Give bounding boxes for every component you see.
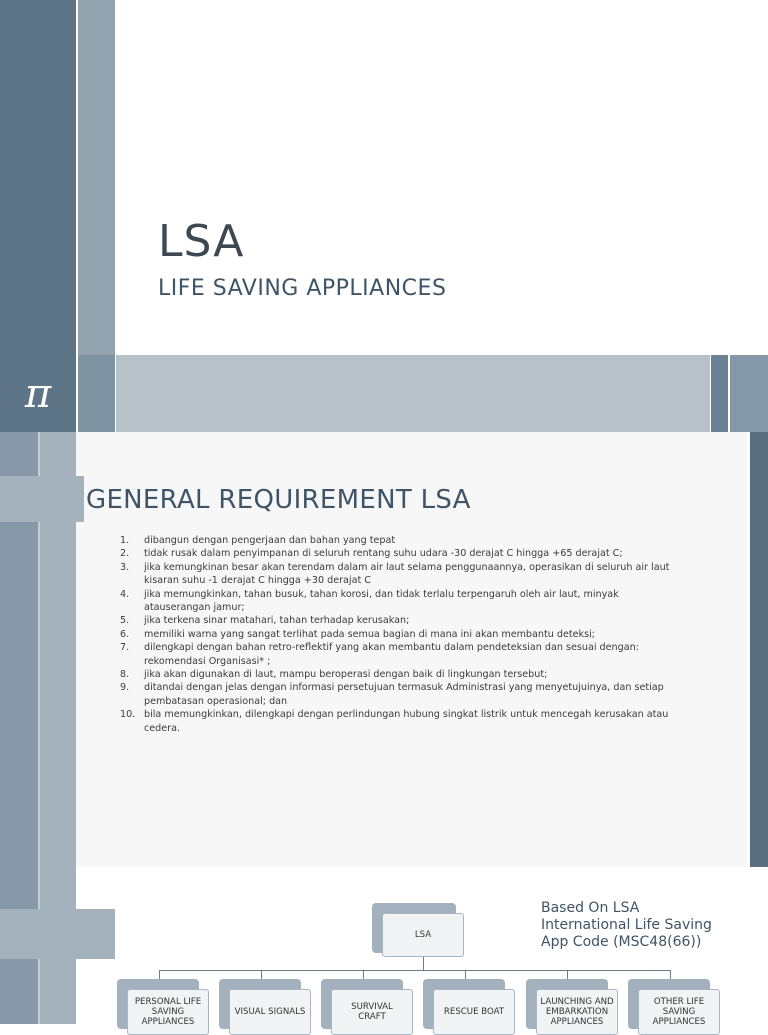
accent-strip-segment (711, 355, 728, 432)
list-item-text: memiliki warna yang sangat terlihat pada semua bagian di mana ini akan membantu deteksi; (144, 628, 595, 640)
accent-strip-main (116, 355, 710, 432)
list-item-number: 2. (120, 548, 130, 560)
title-slide-band-mid (78, 0, 115, 355)
list-item-text: dibangun dengan pengerjaan dan bahan yang tepat (144, 535, 396, 546)
list-item-text: tidak rusak dalam penyimpanan di seluruh rentang suhu udara -30 derajat C hingga +65 derajat C; (144, 548, 623, 560)
requirements-title: GENERAL REQUIREMENT LSA (86, 485, 471, 515)
child-node-launching-embarkation: LAUNCHING AND EMBARKATION APPLIANCES (536, 989, 618, 1035)
list-item (120, 614, 682, 627)
child-node-survival-craft: SURVIVAL CRAFT (331, 989, 413, 1035)
accent-strip-segment (78, 355, 115, 432)
list-item-number: 3. (120, 561, 130, 573)
list-item (120, 547, 682, 560)
title-slide-band-dark (0, 0, 76, 355)
pi-icon: π (24, 370, 52, 417)
list-item (120, 628, 682, 641)
list-item-text: dilengkapi dengan bahan retro-reflektif yang akan membantu dalam pendeteksian dan sesuai dengan: rekomendasi Organisasi* ; (144, 642, 639, 667)
list-item-number: 9. (120, 682, 130, 694)
accent-strip-segment (730, 355, 768, 432)
requirements-list (120, 534, 682, 735)
connector-line (670, 970, 671, 979)
root-node-lsa: LSA (382, 913, 464, 957)
requirements-title-bar (0, 476, 84, 522)
list-item (120, 641, 682, 668)
child-node-visual-signals: VISUAL SIGNALS (229, 989, 311, 1035)
list-item-number: 4. (120, 588, 130, 600)
source-note: Based On LSA International Life Saving App Code (MSC48(66)) (541, 900, 712, 950)
list-item (120, 681, 682, 708)
child-node-rescue-boat: RESCUE BOAT (433, 989, 515, 1035)
child-node-other-life-saving: OTHER LIFE SAVING APPLIANCES (638, 989, 720, 1035)
list-item-text: jika akan digunakan di laut, mampu beroperasi dengan baik di lingkungan tersebut; (144, 669, 548, 681)
connector-line (159, 970, 671, 971)
connector-line (567, 970, 568, 979)
list-item-text: bila memungkinkan, dilengkapi dengan perlindungan hubung singkat listrik untuk mencegah kerusakan atau cedera. (144, 709, 669, 734)
list-item (120, 561, 682, 588)
list-item-number: 8. (120, 669, 130, 681)
list-item (120, 668, 682, 681)
child-node-personal-life-saving: PERSONAL LIFE SAVING APPLIANCES (127, 989, 209, 1035)
list-item-text: jika memungkinkan, tahan busuk, tahan korosi, dan tidak terlalu terpengaruh oleh air laut, minyak atauserangan jamur; (144, 588, 619, 614)
list-item (120, 708, 682, 735)
requirements-right-band (750, 432, 768, 867)
list-item-text: jika kemungkinan besar akan terendam dalam air laut selama penggunaannya, operasikan di seluruh air laut kisaran suhu -1 derajat C hingga +30 derajat C (144, 561, 670, 587)
connector-line (465, 970, 466, 979)
list-item-number: 5. (120, 615, 130, 627)
list-item (120, 534, 682, 547)
hierarchy-accent-bar (0, 909, 115, 959)
connector-line (363, 970, 364, 979)
list-item-number: 6. (120, 628, 130, 640)
list-item (120, 588, 682, 615)
connector-line (159, 970, 160, 979)
connector-line (261, 970, 262, 979)
list-item-text: jika terkena sinar matahari, tahan terhadap kerusakan; (144, 615, 410, 627)
slide-title: LSA (158, 216, 245, 267)
list-item-number: 10. (120, 709, 136, 721)
list-item-number: 7. (120, 642, 130, 654)
list-item-text: ditandai dengan jelas dengan informasi persetujuan termasuk Administrasi yang menyetujuinya, dan setiap pembatasan operasional; dan (144, 682, 664, 707)
slide-subtitle: LIFE SAVING APPLIANCES (158, 276, 447, 301)
list-item-number: 1. (120, 535, 130, 546)
